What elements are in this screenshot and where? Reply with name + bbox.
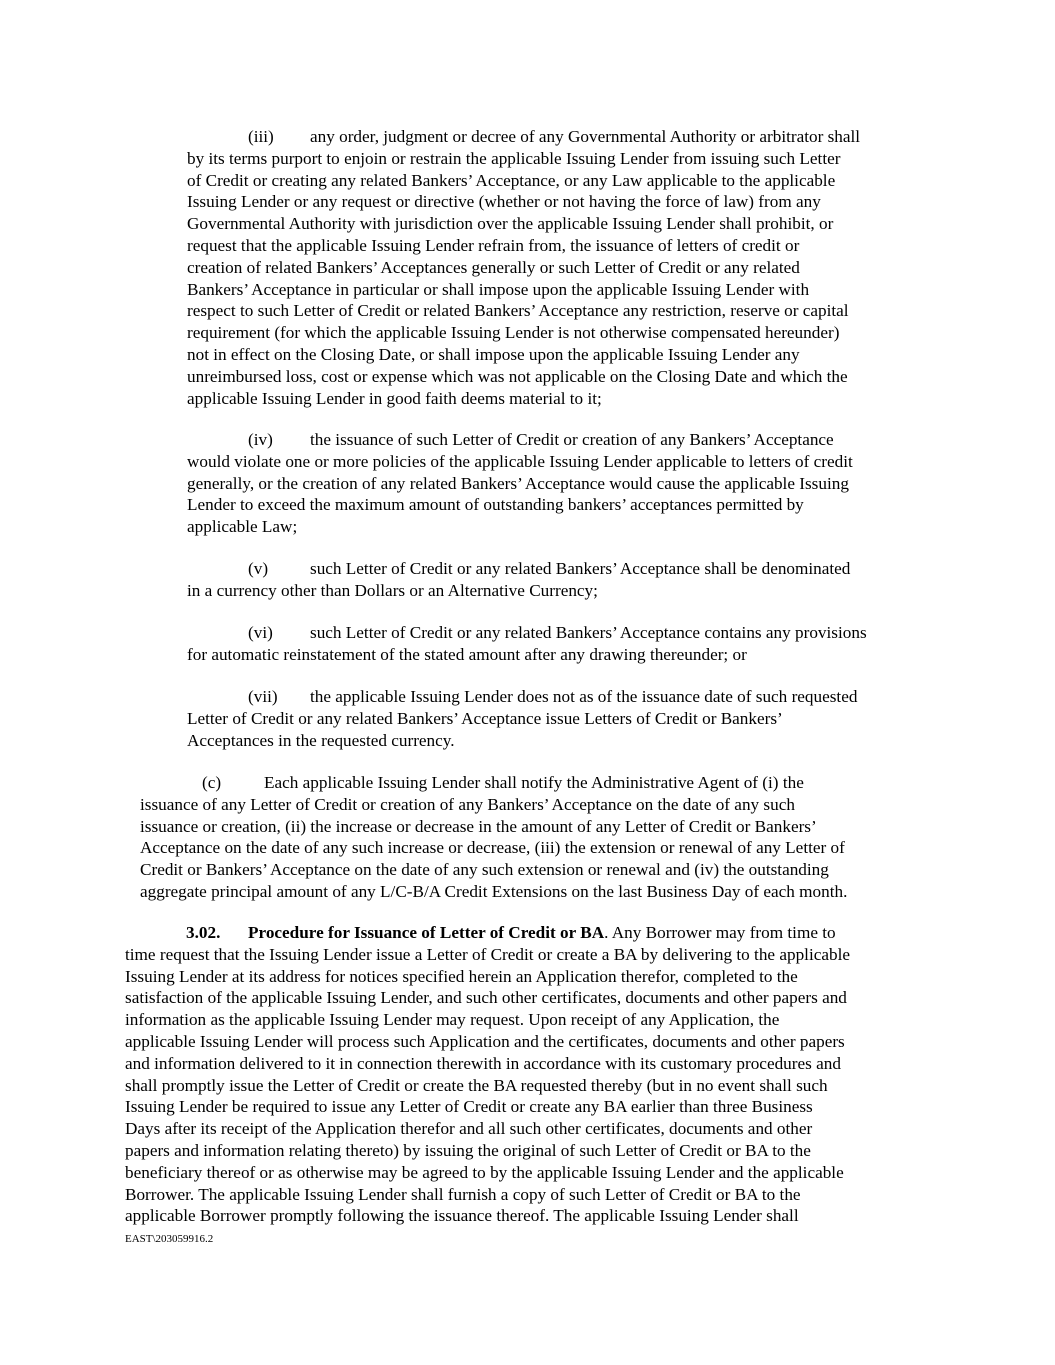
- clause-line: Credit or Bankers’ Acceptance on the date of any such extension or renewal and (iv) the outstanding: [140, 860, 829, 880]
- clause-line: Each applicable Issuing Lender shall notify the Administrative Agent of (i) the: [264, 773, 804, 792]
- section-line: applicable Borrower promptly following the issuance thereof. The applicable Issuing Lender shall: [125, 1206, 799, 1226]
- clause-line: respect to such Letter of Credit or related Bankers’ Acceptance any restriction, reserve or capital: [187, 301, 849, 321]
- clause-line: of Credit or creating any related Bankers’ Acceptance, or any Law applicable to the applicable: [187, 170, 836, 190]
- section-line: time request that the Issuing Lender issue a Letter of Credit or create a BA by delivering to the applicable: [125, 944, 850, 964]
- clause-line: by its terms purport to enjoin or restrain the applicable Issuing Lender from issuing such Letter: [187, 148, 841, 168]
- clause-c: [140, 772, 847, 903]
- section-3-02: [125, 922, 850, 1227]
- section-line: Days after its receipt of the Application therefor and all such other certificates, documents and other: [125, 1119, 813, 1139]
- clause-number: (v): [248, 559, 269, 578]
- section-number: 3.02.: [186, 923, 221, 942]
- clause-line: creation of related Bankers’ Acceptances generally or such Letter of Credit or any related: [187, 257, 800, 277]
- clause-line: Letter of Credit or any related Bankers’ Acceptance issue Letters of Credit or Bankers’: [187, 708, 783, 728]
- clause-line: any order, judgment or decree of any Governmental Authority or arbitrator shall: [310, 127, 861, 146]
- clause-line: Acceptances in the requested currency.: [187, 730, 455, 750]
- clause-vi: [187, 622, 867, 666]
- section-line: papers and information relating thereto) by issuing the original of such Letter of Credit or BA to the: [125, 1140, 811, 1160]
- clause-line: Governmental Authority with jurisdiction over the applicable Issuing Lender shall prohibit, or: [187, 214, 834, 234]
- clause-line: such Letter of Credit or any related Bankers’ Acceptance contains any provisions: [310, 623, 867, 642]
- clause-line: aggregate principal amount of any L/C-B/A Credit Extensions on the last Business Day of each month.: [140, 881, 848, 901]
- clause-line: request that the applicable Issuing Lender refrain from, the issuance of letters of credit or: [187, 235, 800, 255]
- clause-v: [187, 558, 850, 602]
- clause-iv: [187, 429, 853, 538]
- clause-line: issuance of any Letter of Credit or creation of any Bankers’ Acceptance on the date of any such: [140, 794, 795, 814]
- section-line: shall promptly issue the Letter of Credit or create the BA requested thereby (but in no event shall such: [125, 1075, 828, 1095]
- clause-iii: [187, 126, 860, 409]
- clause-line: not in effect on the Closing Date, or shall impose upon the applicable Issuing Lender any: [187, 344, 800, 364]
- clause-number: (vi): [248, 623, 273, 642]
- section-line: Issuing Lender at its address for notices specified herein an Application therefor, completed to the: [125, 966, 798, 986]
- clause-number: (iv): [248, 430, 273, 449]
- section-heading: Procedure for Issuance of Letter of Credit or BA: [248, 923, 605, 942]
- section-line: and information delivered to it in connection therewith in accordance with its customary procedures and: [125, 1053, 841, 1073]
- clause-line: requirement (for which the applicable Issuing Lender is not otherwise compensated hereunder): [187, 323, 840, 343]
- clause-line: would violate one or more policies of the applicable Issuing Lender applicable to letters of credit: [187, 451, 853, 471]
- clause-line: Lender to exceed the maximum amount of outstanding bankers’ acceptances permitted by: [187, 495, 804, 515]
- clause-line: such Letter of Credit or any related Bankers’ Acceptance shall be denominated: [310, 559, 851, 578]
- clause-line: unreimbursed loss, cost or expense which was not applicable on the Closing Date and which the: [187, 366, 848, 386]
- clause-line: for automatic reinstatement of the stated amount after any drawing thereunder; or: [187, 644, 747, 664]
- clause-number: (iii): [248, 127, 274, 146]
- section-line: Issuing Lender be required to issue any Letter of Credit or create any BA earlier than three Business: [125, 1097, 813, 1117]
- clause-line: applicable Law;: [187, 517, 298, 537]
- section-line: beneficiary thereof or as otherwise may be agreed to by the applicable Issuing Lender and the applicable: [125, 1162, 844, 1182]
- clause-line: applicable Issuing Lender in good faith deems material to it;: [187, 388, 602, 408]
- clause-line: the applicable Issuing Lender does not as of the issuance date of such requested: [310, 687, 858, 706]
- clause-line: in a currency other than Dollars or an Alternative Currency;: [187, 580, 598, 600]
- section-line: applicable Issuing Lender will process such Application and the certificates, documents and other papers: [125, 1031, 845, 1051]
- section-line: information as the applicable Issuing Lender may request. Upon receipt of any Application, the: [125, 1010, 780, 1030]
- clause-vii: [187, 686, 857, 751]
- section-line: Borrower. The applicable Issuing Lender shall furnish a copy of such Letter of Credit or BA to the: [125, 1184, 801, 1204]
- document-id-footer: EAST\203059916.2: [125, 1233, 214, 1245]
- clause-number: (c): [202, 773, 222, 792]
- clause-line: the issuance of such Letter of Credit or creation of any Bankers’ Acceptance: [310, 430, 834, 449]
- clause-line: Issuing Lender or any request or directive (whether or not having the force of law) from any: [187, 192, 821, 212]
- section-line: . Any Borrower may from time to: [604, 923, 836, 942]
- clause-line: Bankers’ Acceptance in particular or shall impose upon the applicable Issuing Lender with: [187, 279, 810, 299]
- section-line: satisfaction of the applicable Issuing Lender, and such other certificates, documents and other papers and: [125, 988, 847, 1008]
- clause-line: generally, or the creation of any related Bankers’ Acceptance would cause the applicable Issuing: [187, 473, 849, 493]
- clause-number: (vii): [248, 687, 278, 706]
- clause-line: issuance or creation, (ii) the increase or decrease in the amount of any Letter of Credit or Bankers’: [140, 816, 817, 836]
- clause-line: Acceptance on the date of any such increase or decrease, (iii) the extension or renewal of any Letter of: [140, 838, 845, 858]
